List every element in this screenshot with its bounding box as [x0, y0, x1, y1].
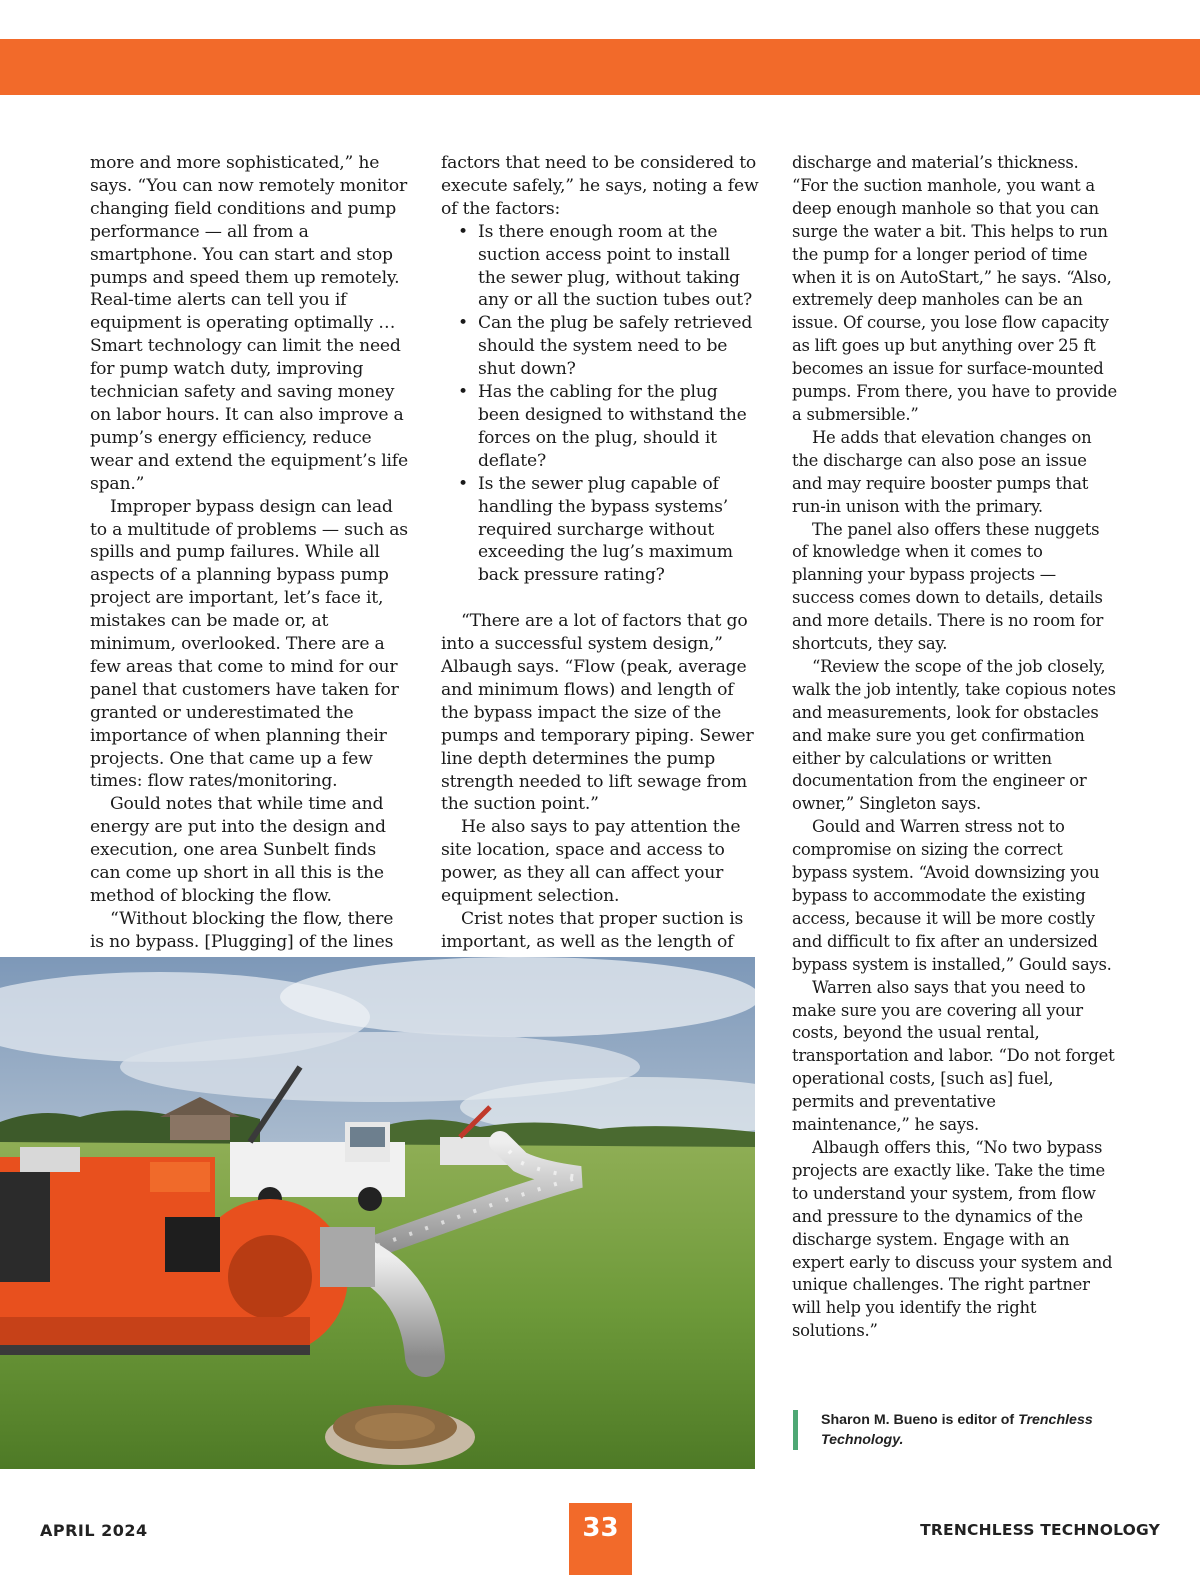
list-item: • Has the cabling for the plug been designed to withstand the forces on the plug, should it deflate? — [478, 381, 761, 473]
article-column-3 — [792, 152, 1117, 1343]
article-column-1 — [90, 152, 410, 1022]
paragraph: Gould and Warren stress not to compromise on sizing the correct bypass system. “Avoid downsizing you bypass to accommodate the existing access, because it will be more costly and difficult to fix after an undersized bypass system is installed,” Gould says. — [792, 817, 1112, 974]
paragraph: factors that need to be considered to execute safely,” he says, noting a few of the factors: — [441, 153, 759, 219]
paragraph: Albaugh offers this, “No two bypass projects are exactly like. Take the time to understand your system, from flow and pressure to the dynamics of the discharge system. Engage with an expert early to discuss your system and unique challenges. The right partner will help you identify the right solutions.” — [792, 1137, 1113, 1341]
paragraph: Improper bypass design can lead to a multitude of problems — such as spills and pump failures. While all aspects of a planning bypass pump project are important, let’s face it, mistakes can be made or, at minimum, overlooked. There are a few areas that come to mind for our panel that customers have taken for granted or underestimated the importance of when planning their projects. One that came up a few times: flow rates/monitoring. — [90, 496, 408, 792]
bypass-pump-photo — [0, 957, 755, 1469]
page-number: 33 — [569, 1503, 632, 1575]
bio-text: Sharon M. Bueno is editor of — [821, 1412, 1019, 1428]
paragraph: He adds that elevation changes on the discharge can also pose an issue and may require booster pumps that run-in unison with the primary. — [792, 427, 1092, 516]
footer-date: APRIL 2024 — [40, 1521, 148, 1540]
paragraph: Crist notes that proper suction is important, as well as the length of — [441, 909, 744, 952]
paragraph: more and more sophisticated,” he says. “You can now remotely monitor changing field conditions and pump performance — all from a smartphone. You can start and stop pumps and speed them up remotely. Real-time alerts can tell you if equipment is operating optimally … Smart technology can limit the need for pump watch duty, improving technician safety and saving money on labor hours. It can also improve a pump’s energy efficiency, reduce wear and extend the equipment’s life span.” — [90, 153, 408, 494]
author-bio — [793, 1410, 1151, 1450]
paragraph: “There are a lot of factors that go into a successful system design,” Albaugh says. “Flow (peak, average and minimum flows) and length of the bypass impact the size of the pumps and temporary piping. Sewer line depth determines the pump strength needed to lift sewage from the suction point.” — [441, 611, 754, 815]
paragraph: discharge and material’s thickness. “For the suction manhole, you want a deep enough manhole so that you can surge the water a bit. This helps to run the pump for a longer period of time when it is on AutoStart,” he says. “Also, extremely deep manholes can be an issue. Of course, you lose flow capacity as lift goes up but anything over 25 ft becomes an issue for surface-mounted pumps. From there, you have to provide a submersible.” — [792, 153, 1117, 424]
paragraph: Gould notes that while time and energy are put into the design and execution, one area Sunbelt finds can come up short in all this is the method of blocking the flow. — [90, 794, 386, 906]
list-item: • Is the sewer plug capable of handling the bypass systems’ required surcharge without exceeding the lug’s maximum back pressure rating? — [478, 473, 761, 588]
paragraph: He also says to pay attention the site location, space and access to power, as they all can affect your equipment selection. — [441, 817, 741, 907]
article-column-2 — [441, 152, 761, 954]
bio-publication: Trenchless Technology. — [821, 1412, 1093, 1448]
paragraph: Warren also says that you need to make sure you are covering all your costs, beyond the usual rental, transportation and labor. “Do not forget operational costs, [such as] fuel, permits and preventative maintenance,” he says. — [792, 977, 1115, 1135]
list-item: • Is there enough room at the suction access point to install the sewer plug, without taking any or all the suction tubes out? — [478, 221, 761, 313]
list-item: • Can the plug be safely retrieved should the system need to be shut down? — [478, 312, 761, 381]
paragraph: “Without blocking the flow, there is no bypass. [Plugging] of the lines — [90, 908, 394, 952]
factor-list — [441, 221, 761, 588]
paragraph: “Review the scope of the job closely, walk the job intently, take copious notes and measurements, look for obstacles and make sure you get confirmation either by calculations or written documentation from the engineer or owner,” Singleton says. — [792, 656, 1116, 814]
paragraph: The panel also offers these nuggets of knowledge when it comes to planning your bypass projects — success comes down to details, details and more details. There is no room for shortcuts, they say. — [792, 519, 1104, 654]
header-color-band — [0, 39, 1200, 95]
footer-publication: TRENCHLESS TECHNOLOGY — [920, 1521, 1160, 1539]
